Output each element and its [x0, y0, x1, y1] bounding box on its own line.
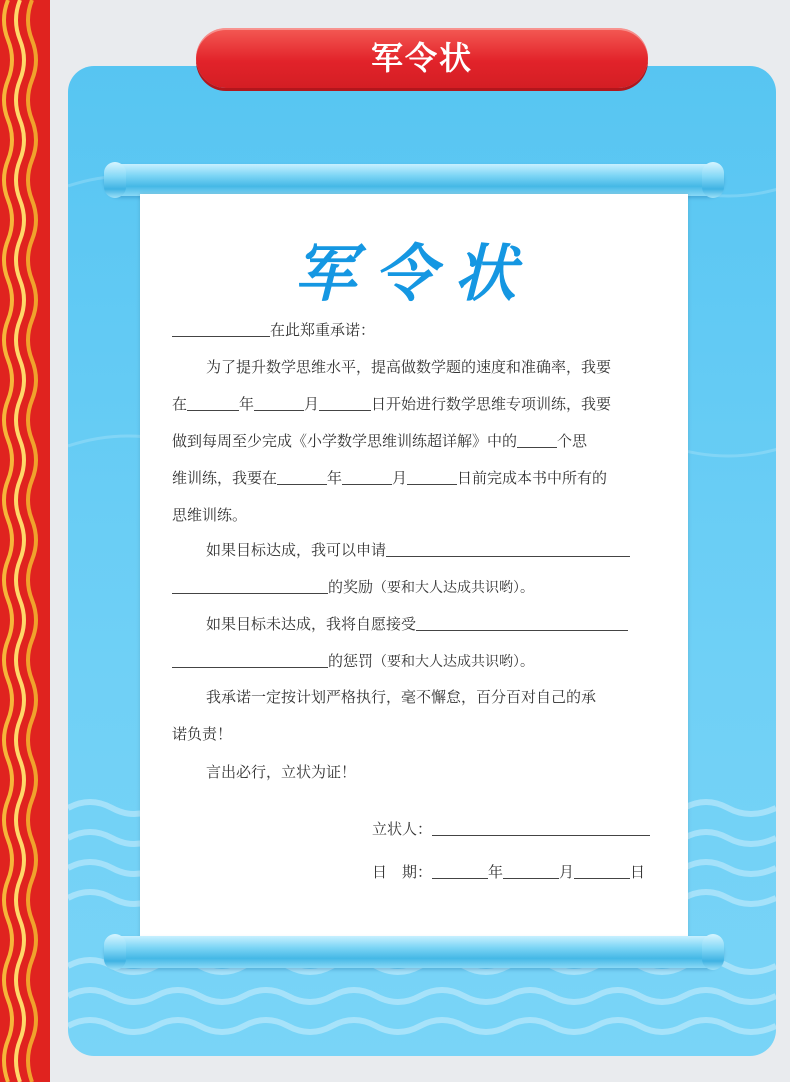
- ribbon-border: [0, 0, 50, 1082]
- line-p4-1: 如果目标未达成，我将自愿接受: [206, 614, 692, 634]
- signer-line: 立状人：: [372, 819, 650, 839]
- line-p3-1: 如果目标达成，我可以申请: [206, 540, 692, 560]
- line-p2-2: 在 年 月 日开始进行数学思维专项训练，我要: [172, 395, 612, 413]
- name-blank: [172, 320, 270, 337]
- date-day-blank: [574, 862, 630, 879]
- header-title: 军令状: [370, 39, 473, 77]
- end-month-blank: [342, 468, 392, 485]
- start-day-blank: [319, 394, 371, 411]
- line-p5-1: 我承诺一定按计划严格执行，毫不懈怠，百分百对自己的承: [206, 688, 597, 706]
- signer-blank: [432, 819, 650, 836]
- line-p2-5: 思维训练。: [172, 506, 248, 524]
- reward-blank-2: [172, 577, 328, 594]
- date-year-blank: [432, 862, 488, 879]
- line-p2-1: 为了提升数学思维水平，提高做数学题的速度和准确率，我要: [206, 358, 612, 376]
- line-p5-2: 诺负责！: [172, 725, 233, 743]
- date-month-blank: [503, 862, 559, 879]
- line-p4-2: 的惩罚（要和大人达成共识哟）。: [172, 651, 658, 672]
- penalty-blank: [416, 614, 628, 631]
- scroll-rod-bottom: [104, 936, 724, 968]
- date-line: 日 期： 年 月 日: [372, 863, 646, 881]
- scroll-rod-top: [104, 164, 724, 196]
- line-pledge-intro: 在此郑重承诺：: [172, 320, 658, 340]
- line-p3-2: 的奖励（要和大人达成共识哟）。: [172, 577, 658, 598]
- document-title: 军令状: [293, 237, 534, 310]
- end-day-blank: [407, 468, 457, 485]
- line-p6: 言出必行，立状为证！: [206, 763, 357, 781]
- pledge-paper: [140, 194, 688, 938]
- weekly-count-blank: [517, 431, 557, 448]
- line-p2-4: 维训练，我要在 年 月 日前完成本书中所有的: [172, 469, 608, 487]
- start-month-blank: [254, 394, 304, 411]
- line-p2-3: 做到每周至少完成《小学数学思维训练超详解》中的 个思: [172, 432, 588, 450]
- penalty-blank-2: [172, 651, 328, 668]
- start-year-blank: [187, 394, 239, 411]
- reward-blank: [386, 540, 630, 557]
- header-tab: [196, 28, 648, 88]
- end-year-blank: [277, 468, 327, 485]
